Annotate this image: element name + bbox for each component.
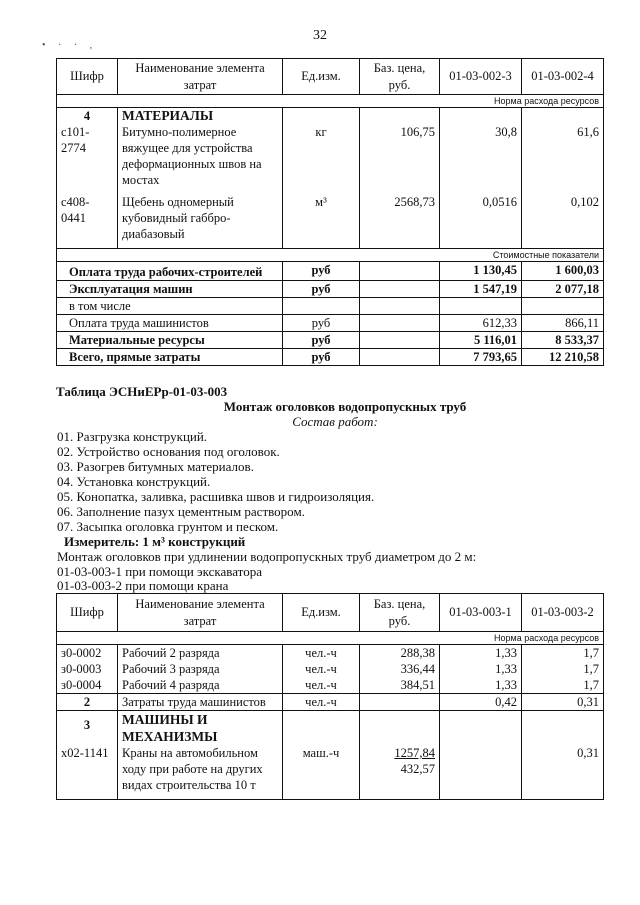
- subtitle: Монтаж оголовков водопропускных труб: [223, 399, 467, 414]
- cost-row: Оплата труда машинистов руб 612,33 866,11: [57, 315, 604, 332]
- header-code: Шифр: [57, 59, 118, 95]
- cost-row: Оплата труда рабочих-строителей руб 1 130,45 1 600,03: [57, 262, 604, 281]
- cost-row: Всего, прямые затраты руб 7 793,65 12 210,58: [57, 349, 604, 366]
- header-col2: 01-03-003-2: [522, 594, 604, 632]
- table-row: з0-0004 Рабочий 4 разряда чел.-ч 384,51 1,33 1,7: [57, 677, 604, 694]
- composition-title: Состав работ:: [292, 414, 378, 429]
- cost-row: Материальные ресурсы руб 5 116,01 8 533,37: [57, 332, 604, 349]
- work-item: 07. Засыпка оголовка грунтом и песком.: [57, 519, 279, 534]
- cost-row: в том числе: [57, 298, 604, 315]
- variant-item: 01-03-003-2 при помощи крана: [57, 578, 229, 593]
- scan-specks: • · · ,: [42, 40, 98, 51]
- section-number: 4: [57, 108, 118, 125]
- header-unit: Ед.изм.: [283, 594, 360, 632]
- header-name: Наименование элемента затрат: [118, 59, 283, 95]
- section-title: МАШИНЫ И МЕХАНИЗМЫ: [118, 711, 283, 746]
- header-price: Баз. цена, руб.: [360, 59, 440, 95]
- table-row: с101-2774 Битумно-полимерное вяжущее для устройства деформационных швов на мостах кг 106,75 30,8 61,6: [57, 124, 604, 188]
- work-item: 06. Заполнение пазух цементным раствором.: [57, 504, 305, 519]
- cost-label: Стоимостные показатели: [57, 249, 604, 262]
- description: Монтаж оголовков при удлинении водопропускных труб диаметром до 2 м:: [57, 549, 477, 564]
- table-row: з0-0003 Рабочий 3 разряда чел.-ч 336,44 1,33 1,7: [57, 661, 604, 677]
- resource-table-01-03-002: [56, 58, 604, 366]
- header-name: Наименование элемента затрат: [118, 594, 283, 632]
- section-title: МАТЕРИАЛЫ: [118, 108, 283, 125]
- page-number: 32: [313, 28, 327, 43]
- section-number: 3: [57, 711, 118, 746]
- work-item: 05. Конопатка, заливка, расшивка швов и гидроизоляция.: [57, 489, 375, 504]
- work-item: 04. Установка конструкций.: [57, 474, 211, 489]
- header-price: Баз. цена, руб.: [360, 594, 440, 632]
- resource-table-01-03-003: [56, 593, 604, 800]
- table-row: с408-0441 Щебень одномерный кубовидный габбро- диабазовый м³ 2568,73 0,0516 0,102: [57, 188, 604, 249]
- norm-label: Норма расхода ресурсов: [57, 95, 604, 108]
- header-unit: Ед.изм.: [283, 59, 360, 95]
- work-item: 03. Разогрев битумных материалов.: [57, 459, 254, 474]
- table-row: 2 Затраты труда машинистов чел.-ч 0,42 0,31: [57, 694, 604, 711]
- header-col1: 01-03-003-1: [440, 594, 522, 632]
- header-code: Шифр: [57, 594, 118, 632]
- measure-unit: Измеритель: 1 м³ конструкций: [64, 534, 246, 549]
- norm-label: Норма расхода ресурсов: [57, 632, 604, 645]
- work-item: 01. Разгрузка конструкций.: [57, 429, 208, 444]
- work-item: 02. Устройство основания под оголовок.: [57, 444, 280, 459]
- table-title: Таблица ЭСНиЕРр-01-03-003: [56, 384, 228, 399]
- variant-item: 01-03-003-1 при помощи экскаватора: [57, 564, 262, 579]
- header-col1: 01-03-002-3: [440, 59, 522, 95]
- header-col2: 01-03-002-4: [522, 59, 604, 95]
- table-row: з0-0002 Рабочий 2 разряда чел.-ч 288,38 1,33 1,7: [57, 645, 604, 662]
- cost-row: Эксплуатация машин руб 1 547,19 2 077,18: [57, 281, 604, 298]
- table-row: х02-1141 Краны на автомобильном ходу при работе на других видах строительства 10 т маш.-ч 1257,84 432,57 0,31: [57, 745, 604, 800]
